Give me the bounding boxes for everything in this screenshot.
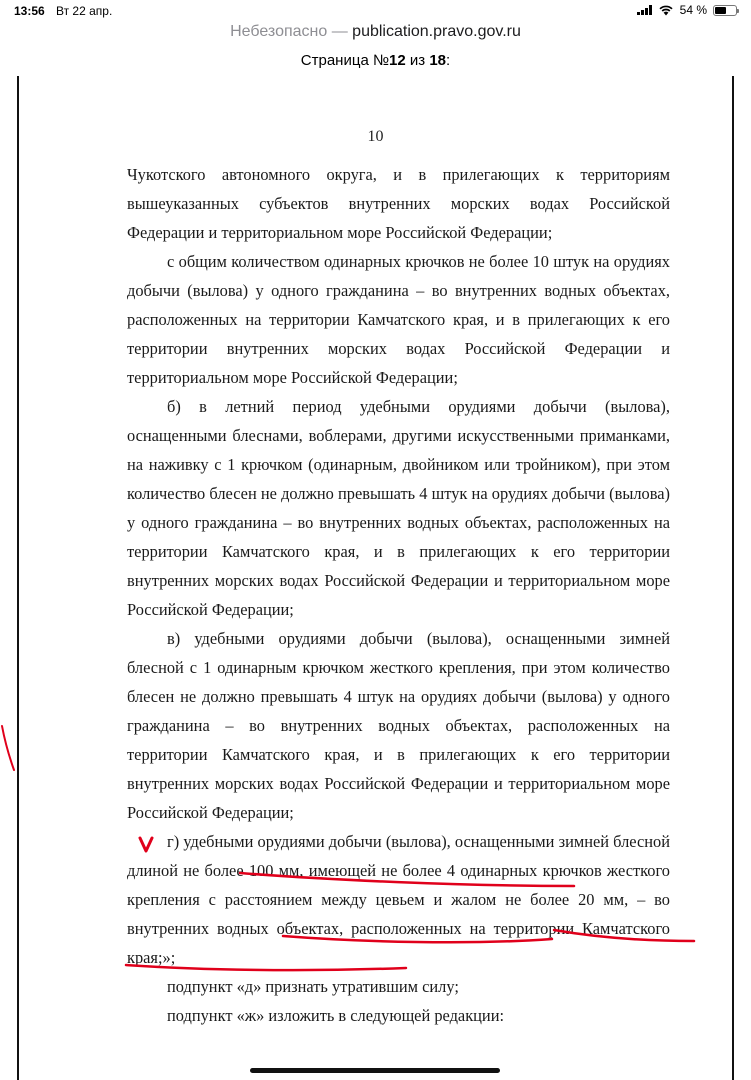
page-indicator-total: 18 [429, 52, 447, 69]
paragraph-3: б) в летний период удебными орудиями добычи (вылова), оснащенными блеснами, воблерами, другими искусственными приманками, на наживку с 1 крючком (одинарным, двойником или тройником), при этом количество блесен не должно превышать 4 штук на орудиях добычи (вылова) у одного гражданина – во внутренних водных объектах, расположенных на территории Камчатского края, и в прилегающих к его территории внутренних морских водах Российской Федерации и территориальном море Российской Федерации; [127, 397, 670, 619]
page-indicator-current: 12 [389, 52, 406, 69]
cellular-signal-icon [637, 5, 652, 15]
paragraph-4: в) удебными орудиями добычи (вылова), оснащенными зимней блесной с 1 одинарным крючком жесткого крепления, при этом количество блесен не должно превышать 4 штук на орудиях добычи (вылова) у одного гражданина – во внутренних водных объектах, расположенных на территории Камчатского края, и в прилегающих к его территории внутренних морских водах Российской Федерации и территориальном море Российской Федерации; [127, 629, 670, 822]
paragraph-5: г) удебными орудиями добычи (вылова), оснащенными зимней блесной длиной не более 100 мм, имеющей не более 4 одинарных крючков жесткого крепления с расстоянием между цевьем и жалом не более 20 мм, – во внутренних водных объектах, расположенных на территории Камчатского края;»; [127, 832, 670, 967]
margin-stroke [2, 726, 14, 770]
document-page-number: 10 [367, 128, 384, 145]
document-text [127, 160, 670, 1030]
battery-percent: 54 % [679, 3, 707, 17]
paragraph-7: подпункт «ж» изложить в следующей редакции: [167, 1006, 505, 1025]
url-host[interactable]: publication.pravo.gov.ru [352, 23, 521, 40]
status-indicators [637, 3, 737, 17]
status-date: Вт 22 апр. [56, 4, 113, 18]
page-indicator-middle: из [405, 52, 430, 69]
page-indicator-suffix: : [446, 52, 451, 69]
address-bar[interactable] [0, 18, 751, 46]
insecure-label: Небезопасно — [230, 23, 348, 40]
page-indicator-prefix: Страница № [300, 52, 390, 69]
status-time: 13:56 [14, 4, 45, 18]
page-indicator [0, 52, 751, 69]
paragraph-2: с общим количеством одинарных крючков не более 10 штук на орудиях добычи (вылова) у одного гражданина – во внутренних водных объектах, расположенных на территории Камчатского края, и в прилегающих к его территории внутренних морских водах Российской Федерации и территориальном море Российской Федерации; [127, 252, 670, 387]
home-indicator[interactable] [250, 1068, 500, 1073]
document-page[interactable] [17, 76, 734, 1080]
paragraph-6: подпункт «д» признать утратившим силу; [167, 977, 459, 996]
wifi-icon [658, 4, 674, 16]
paragraph-1: Чукотского автономного округа, и в прилегающих к территориям вышеуказанных субъектов внутренних морских водах Российской Федерации и территориальном море Российской Федерации; [127, 165, 670, 242]
battery-icon [713, 5, 737, 16]
